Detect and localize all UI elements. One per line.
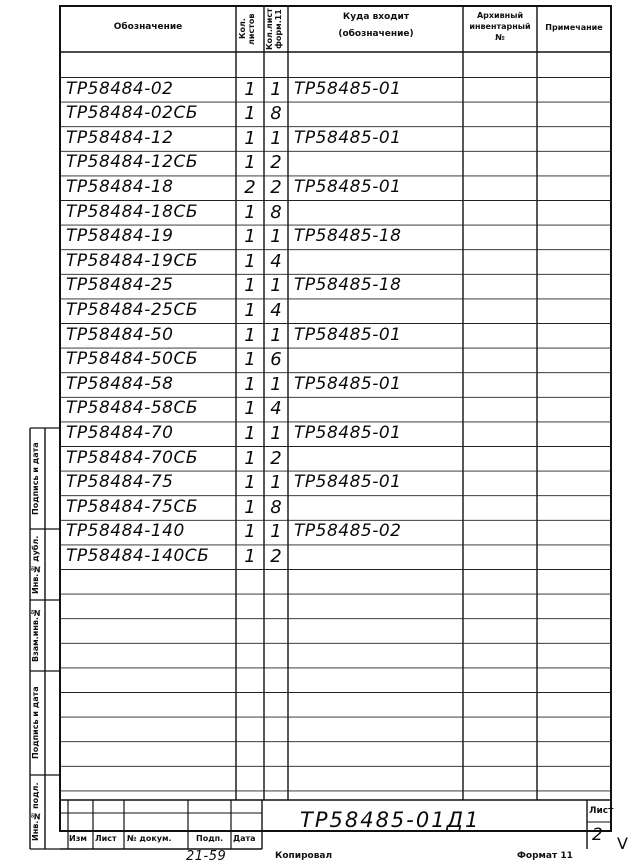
row-sheets: 1: [244, 78, 256, 100]
row-copies: 8: [270, 103, 282, 125]
row-sheets: 1: [244, 422, 256, 444]
side-label-inv-orig: Инв.№ подл.: [31, 782, 40, 842]
row-copies: 2: [270, 176, 282, 198]
row-copies: 2: [270, 545, 282, 567]
row-copies: 4: [270, 250, 282, 272]
row-sheets: 2: [244, 176, 256, 198]
row-designation: ТР58484-140: [66, 521, 185, 542]
row-copies: 6: [270, 349, 282, 371]
row-copies: 4: [270, 299, 282, 321]
row-sheets: 1: [244, 545, 256, 567]
row-designation: ТР58484-19СБ: [66, 250, 199, 271]
stamp-col-sign: Подп.: [196, 834, 224, 843]
row-sheets: 1: [244, 250, 256, 272]
row-designation: ТР58484-75СБ: [66, 496, 199, 517]
row-sheets: 1: [244, 373, 256, 395]
row-sheets: 1: [244, 496, 256, 518]
row-copies: 1: [270, 226, 282, 248]
header-sheets-count: Кол. листов: [238, 13, 256, 45]
side-label-sign-date-bottom: Подпись и дата: [31, 686, 40, 760]
row-sheets: 1: [244, 226, 256, 248]
footer-format: Формат 11: [517, 851, 573, 861]
row-copies: 8: [270, 201, 282, 223]
header-archive-line2: инвентарный: [469, 22, 531, 31]
stamp-document-code: ТР58485-01Д1: [300, 808, 481, 832]
row-designation: ТР58484-12: [66, 127, 174, 148]
row-designation: ТР58484-58СБ: [66, 398, 199, 419]
row-sheets: 1: [244, 201, 256, 223]
row-used-in: ТР58485-01: [294, 373, 402, 394]
row-designation: ТР58484-12СБ: [66, 152, 199, 173]
row-sheets: 1: [244, 299, 256, 321]
row-used-in: ТР58485-01: [294, 176, 402, 197]
row-designation: ТР58484-18: [66, 176, 174, 197]
stamp-sheet-number: 2: [592, 825, 604, 845]
row-designation: ТР58484-50СБ: [66, 349, 199, 370]
header-archive-line3: №: [495, 33, 505, 42]
row-sheets: 1: [244, 275, 256, 297]
row-sheets: 1: [244, 152, 256, 174]
row-used-in: ТР58485-02: [294, 521, 402, 542]
footer-copied: Копировал: [275, 851, 333, 861]
row-used-in: ТР58485-01: [294, 422, 402, 443]
header-used-in: [290, 12, 462, 40]
header-notes: Примечание: [545, 23, 603, 32]
stamp-sheet-label: Лист: [589, 806, 614, 816]
row-sheets: 1: [244, 103, 256, 125]
row-copies: 1: [270, 127, 282, 149]
row-designation: ТР58484-70: [66, 422, 174, 443]
row-used-in: ТР58485-01: [294, 127, 402, 148]
row-designation: ТР58484-70СБ: [66, 447, 199, 468]
row-copies: 1: [270, 78, 282, 100]
row-used-in: ТР58485-01: [294, 78, 402, 99]
header-archive-line1: Архивный: [476, 11, 524, 20]
side-label-sign-date-top: Подпись и дата: [31, 442, 40, 515]
row-copies: 1: [270, 472, 282, 494]
row-designation: ТР58484-75: [66, 472, 174, 493]
row-copies: 1: [270, 324, 282, 346]
row-copies: 4: [270, 398, 282, 420]
header-copies-count: Кол.лист форм.11: [265, 8, 283, 50]
stamp-col-change: Изм: [69, 834, 87, 843]
row-sheets: 1: [244, 472, 256, 494]
row-designation: ТР58484-19: [66, 226, 174, 247]
row-designation: ТР58484-25: [66, 275, 174, 296]
row-sheets: 1: [244, 447, 256, 469]
row-sheets: 1: [244, 398, 256, 420]
stamp-col-doc-no: № докум.: [127, 834, 172, 843]
row-used-in: ТР58485-01: [294, 472, 402, 493]
row-copies: 1: [270, 521, 282, 543]
row-designation: ТР58484-58: [66, 373, 174, 394]
row-designation: ТР58484-18СБ: [66, 201, 199, 222]
header-designation: Обозначение: [113, 22, 183, 32]
row-designation: ТР58484-140СБ: [66, 545, 210, 566]
side-label-replace-inv: Взам.инв.№: [31, 608, 40, 663]
row-designation: ТР58484-25СБ: [66, 299, 199, 320]
row-sheets: 1: [244, 521, 256, 543]
row-designation: ТР58484-50: [66, 324, 174, 345]
row-used-in: ТР58485-18: [294, 226, 402, 247]
row-sheets: 1: [244, 127, 256, 149]
row-copies: 2: [270, 447, 282, 469]
row-copies: 1: [270, 422, 282, 444]
stamp-col-date: Дата: [233, 834, 256, 843]
row-sheets: 1: [244, 349, 256, 371]
row-copies: 1: [270, 275, 282, 297]
header-used-in-line1: Куда входит: [342, 12, 410, 22]
side-label-inv-dup: Инв.№ дубл.: [31, 535, 40, 594]
header-used-in-line2: (обозначение): [338, 29, 414, 39]
footer-handwritten-note: 21-59: [186, 849, 227, 864]
row-sheets: 1: [244, 324, 256, 346]
row-copies: 1: [270, 373, 282, 395]
header-archive: [464, 10, 536, 43]
row-copies: 8: [270, 496, 282, 518]
row-designation: ТР58484-02СБ: [66, 103, 199, 124]
row-designation: ТР58484-02: [66, 78, 174, 99]
footer-check-mark: V: [617, 834, 629, 853]
row-copies: 2: [270, 152, 282, 174]
row-used-in: ТР58485-18: [294, 275, 402, 296]
stamp-col-sheet: Лист: [95, 834, 117, 843]
row-used-in: ТР58485-01: [294, 324, 402, 345]
